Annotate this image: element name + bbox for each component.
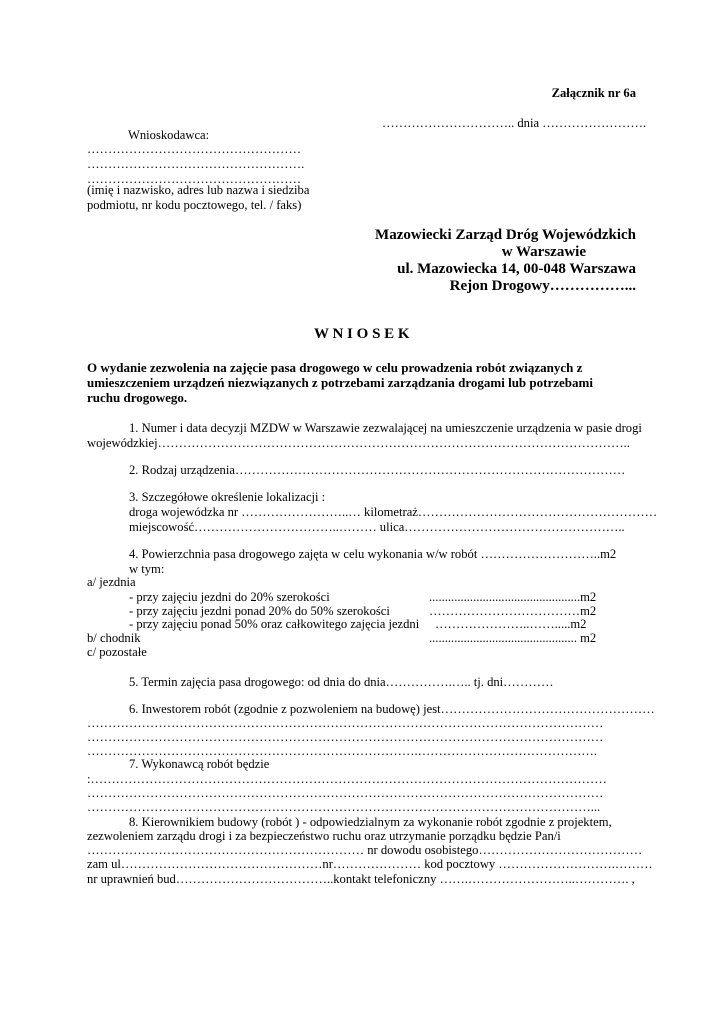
roadway-row-3-label: - przy zajęciu ponad 50% oraz całkowitego zajęcia jezdni [129,617,420,631]
item-7-line-1: :…………………………………………………………………………………………………………… [87,772,607,786]
item-7: 7. Wykonawcą robót będzie [129,757,270,771]
date-line: ………………………….. dnia ……………………. [382,116,647,130]
subject-line-1: O wydanie zezwolenia na zajęcie pasa drogowego w celu prowadzenia robót związanych z [87,360,583,375]
sidewalk-value: ............................................... m2 [429,631,597,645]
subject-line-3: ruchu drogowego. [87,390,188,405]
recipient-line-1: Mazowiecki Zarząd Dróg Wojewódzkich [375,227,636,243]
item-5: 5. Termin zajęcia pasa drogowego: od dnia do dnia…………….….. tj. dni………… [129,675,554,689]
item-3-place: miejscowość……………………………..……… ulica…………………………………………….. [129,520,625,534]
item-4-other: c/ pozostałe [87,645,147,659]
item-4-roadway: a/ jezdnia [87,575,136,589]
item-3-heading: 3. Szczegółowe określenie lokalizacji : [129,490,326,504]
item-8-line-2: zezwoleniem zarządu drogi i za bezpieczeństwo ruchu oraz utrzymanie porządku będzie Pan/i [87,829,561,843]
roadway-row-3-value: …………………..…….....m2 [435,617,587,631]
attachment-number: Załącznik nr 6a [551,86,636,100]
document-title: W N I O S E K [314,326,410,342]
item-2: 2. Rodzaj urządzenia………………………………………………………………………………… [129,463,626,477]
recipient-line-4: Rejon Drogowy……………... [449,278,636,294]
applicant-label: Wnioskodawca: [128,128,210,142]
item-8-line-4: zam ul…………………………………………nr………………… kod pocztowy ……………………….……… [87,857,653,871]
item-6-line-1: …………………………………………………………………………………………………………… [87,716,604,730]
item-4-area: 4. Powierzchnia pasa drogowego zajęta w celu wykonania w/w robót ………………………..m2 [129,547,617,561]
recipient-line-3: ul. Mazowiecka 14, 00-048 Warszawa [397,261,636,277]
item-8-line-5: nr uprawnień bud………………………………..kontakt telefoniczny …….……………………..…………. , [87,872,635,886]
item-7-line-3: …………………………………………………………………………………………………………... [87,800,601,814]
roadway-row-2-label: - przy zajęciu jezdni ponad 20% do 50% szerokości [129,604,390,618]
roadway-row-1-value: ................................................m2 [429,590,597,604]
item-1-line-2: wojewódzkiej………………………………………………………………………………………………….. [87,436,630,450]
applicant-line-2: ……………………………………………. [87,157,305,171]
item-6-line-2: …………………………………………………………………………………………………………… [87,730,604,744]
recipient-line-2: w Warszawie [501,244,586,260]
item-6: 6. Inwestorem robót (zgodnie z pozwoleniem na budowę) jest…………………………………………… [129,702,655,716]
item-3-road: droga wojewódzka nr ……………………..… kilometraż………………………………………………… [129,505,658,519]
applicant-note-1: (imię i nazwisko, adres lub nazwa i siedziba [87,183,310,197]
applicant-line-1: …………………………………………… [87,142,302,156]
roadway-row-2-value: ………………………………m2 [429,604,597,618]
item-1-line-1: 1. Numer i data decyzji MZDW w Warszawie zezwalającej na umieszczenie urządzenia w pasie drogi [129,421,642,435]
applicant-line-3: …………………………………………… [87,172,302,186]
item-4-including: w tym: [129,562,165,576]
item-8-line-1: 8. Kierownikiem budowy (robót ) - odpowiedzialnym za wykonanie robót zgodnie z projektem, [129,815,612,829]
item-4-sidewalk: b/ chodnik [87,631,141,645]
subject-line-2: umieszczeniem urządzeń niezwiązanych z potrzebami zarządzania drogami lub potrzebami [87,375,593,390]
item-8-line-3: ………………………………………………………… nr dowodu osobistego………………………………… [87,843,643,857]
applicant-note-2: podmiotu, nr kodu pocztowego, tel. / faks) [87,198,302,212]
item-7-line-2: …………………………………………………………………………………………………………… [87,786,604,800]
item-6-line-3: …………………………………………………………………….……………………………………. [87,744,598,758]
roadway-row-1-label: - przy zajęciu jezdni do 20% szerokości [129,590,330,604]
